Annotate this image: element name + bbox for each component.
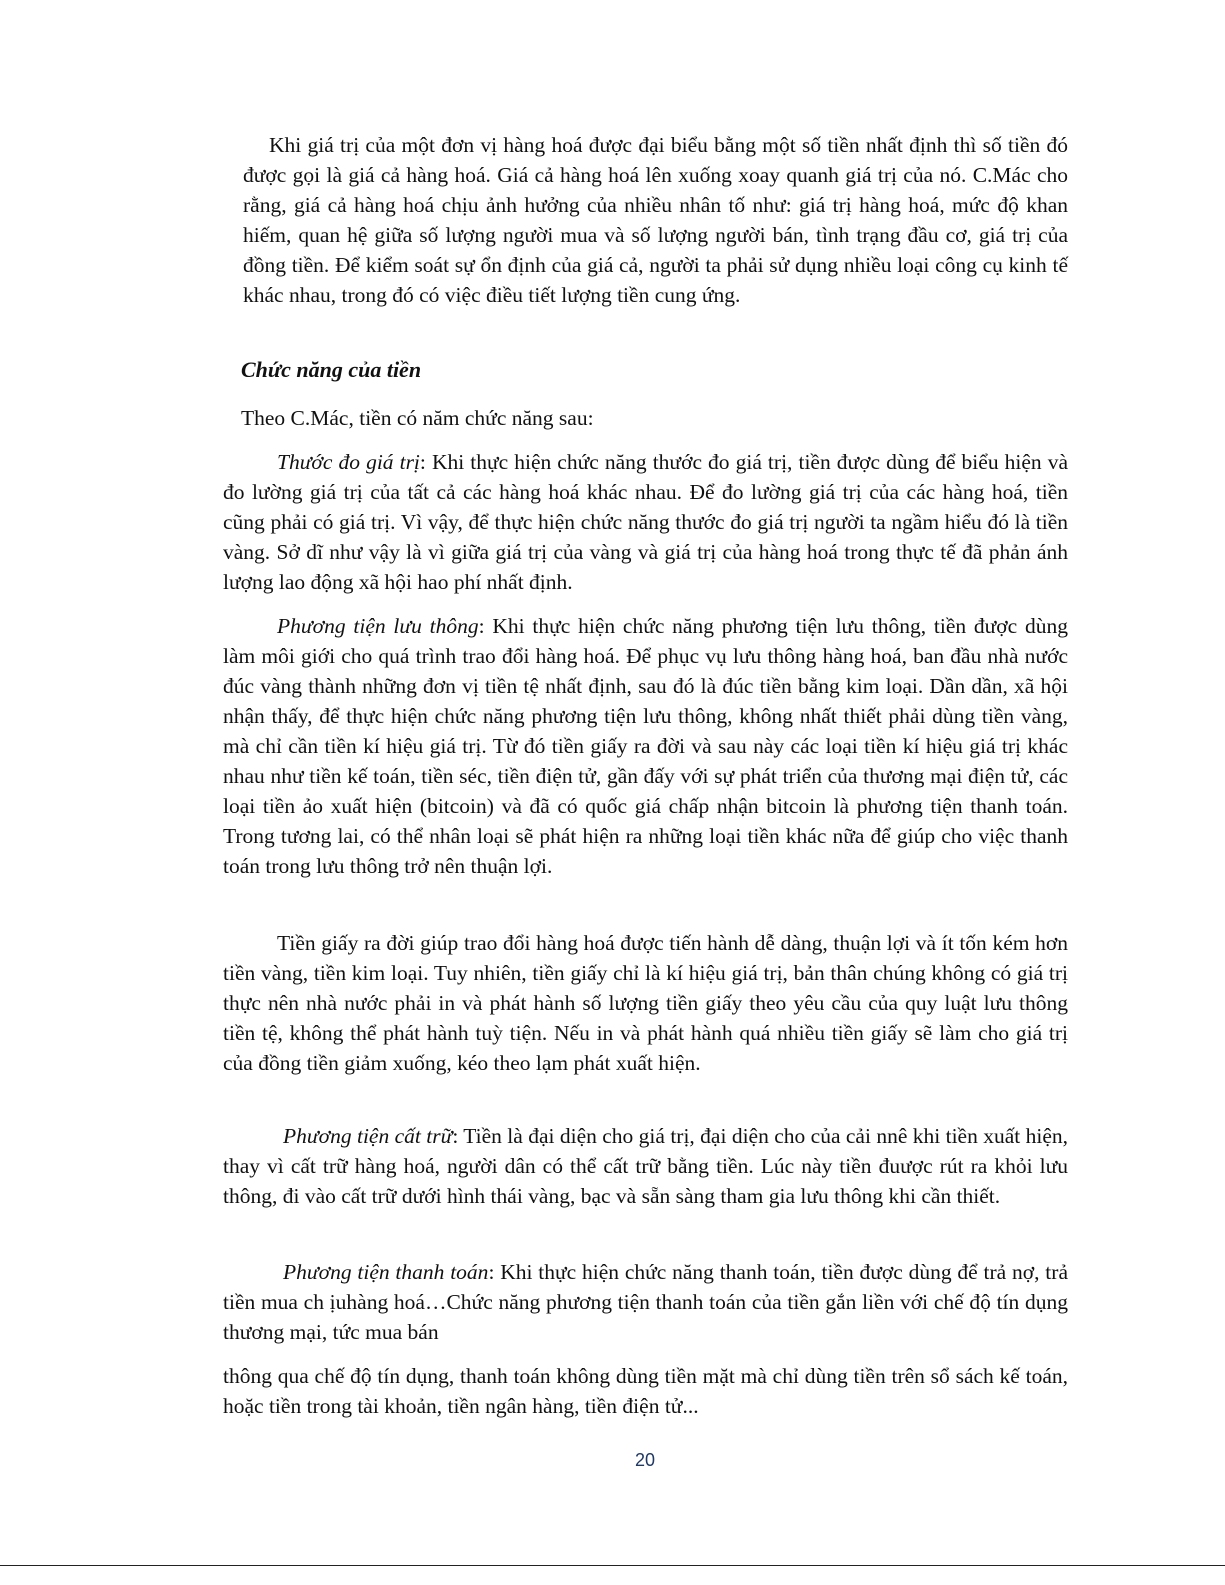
term-means-of-payment: Phương tiện thanh toán xyxy=(283,1260,489,1284)
text-means-of-payment: : Khi thực hiện chức năng thanh toán, tiền được dùng để trả nợ, trả tiền mua ch ịuhàng hoá…Chức năng phương tiện thanh toán của tiền gắn liền với chế độ tín dụng thương mại, tức mua bán xyxy=(223,1260,1068,1344)
text-means-of-circulation: : Khi thực hiện chức năng phương tiện lưu thông, tiền được dùng làm môi giới cho quá trình trao đổi hàng hoá. Để phục vụ lưu thông hàng hoá, ban đầu nhà nước đúc vàng thành những đơn vị tiền tệ nhất định, sau đó là đúc tiền bằng kim loại. Dần dần, xã hội nhận thấy, để thực hiện chức năng phương tiện lưu thông, không nhất thiết phải dùng tiền vàng, mà chỉ cần tiền kí hiệu giá trị. Từ đó tiền giấy ra đời và sau này các loại tiền kí hiệu giá trị khác nhau như tiền kế toán, tiền séc, tiền điện tử, gần đấy với sự phát triển của thương mại điện tử, các loại tiền ảo xuất hiện (bitcoin) và đã có quốc giá chấp nhận bitcoin là phương tiện thanh toán. Trong tương lai, có thể nhân loại sẽ phát hiện ra những loại tiền khác nữa để giúp cho việc thanh toán trong lưu thông trở nên thuận lợi. xyxy=(223,614,1069,878)
paragraph-paper-money: Tiền giấy ra đời giúp trao đổi hàng hoá được tiến hành dễ dàng, thuận lợi và ít tốn kém hơn tiền vàng, tiền kim loại. Tuy nhiên, tiền giấy chỉ là kí hiệu giá trị, bản thân chúng không có giá trị thực nên nhà nước phải in và phát hành số lượng tiền giấy theo yêu cầu của quy luật lưu thông tiền tệ, không thể phát hành tuỳ tiện. Nếu in và phát hành quá nhiều tiền giấy sẽ làm cho giá trị của đồng tiền giảm xuống, kéo theo lạm phát xuất hiện. xyxy=(223,931,1068,1075)
paragraph-means-of-payment xyxy=(223,1257,1068,1347)
paragraph-store-of-value xyxy=(223,1121,1068,1211)
page-number: 20 xyxy=(634,1450,656,1470)
term-means-of-circulation: Phương tiện lưu thông xyxy=(277,614,479,638)
paragraph-payment-continued: thông qua chế độ tín dụng, thanh toán không dùng tiền mặt mà chỉ dùng tiền trên sổ sách kế toán, hoặc tiền trong tài khoản, tiền ngân hàng, tiền điện tử... xyxy=(223,1364,1068,1418)
paragraph-price-definition: Khi giá trị của một đơn vị hàng hoá được đại biểu bằng một số tiền nhất định thì số tiền đó được gọi là giá cả hàng hoá. Giá cả hàng hoá lên xuống xoay quanh giá trị của nó. C.Mác cho rằng, giá cả hàng hoá chịu ảnh hưởng của nhiều nhân tố như: giá trị hàng hoá, mức độ khan hiếm, quan hệ giữa số lượng người mua và số lượng người bán, tình trạng đầu cơ, giá trị của đồng tiền. Để kiểm soát sự ổn định của giá cả, người ta phải sử dụng nhiều loại công cụ kinh tế khác nhau, trong đó có việc điều tiết lượng tiền cung ứng. xyxy=(243,133,1068,307)
text-store-of-value: : Tiền là đại diện cho giá trị, đại diện cho của cải nnê khi tiền xuất hiện, thay vì cất trữ hàng hoá, người dân có thể cất trữ bằng tiền. Lúc này tiền đuược rút ra khỏi lưu thông, đi vào cất trữ dưới hình thái vàng, bạc và sẵn sàng tham gia lưu thông khi cần thiết. xyxy=(223,1124,1069,1208)
text-measure-of-value: : Khi thực hiện chức năng thước đo giá trị, tiền được dùng để biểu hiện và đo lường giá trị của tất cả các hàng hoá khác nhau. Để đo lường giá trị của các hàng hoá, tiền cũng phải có giá trị. Vì vậy, để thực hiện chức năng thước đo giá trị người ta ngầm hiểu đó là tiền vàng. Sở dĩ như vậy là vì giữa giá trị của vàng và giá trị của hàng hoá trong thực tế đã phản ánh lượng lao động xã hội hao phí nhất định. xyxy=(223,450,1068,594)
term-measure-of-value: Thước đo giá trị xyxy=(277,450,420,474)
paragraph-means-of-circulation xyxy=(223,611,1068,881)
paragraph-intro: Theo C.Mác, tiền có năm chức năng sau: xyxy=(241,406,594,430)
bottom-divider xyxy=(0,1565,1225,1566)
paragraph-measure-of-value xyxy=(223,447,1068,597)
term-store-of-value: Phương tiện cất trữ xyxy=(283,1124,453,1148)
section-heading: Chức năng của tiền xyxy=(241,357,422,382)
